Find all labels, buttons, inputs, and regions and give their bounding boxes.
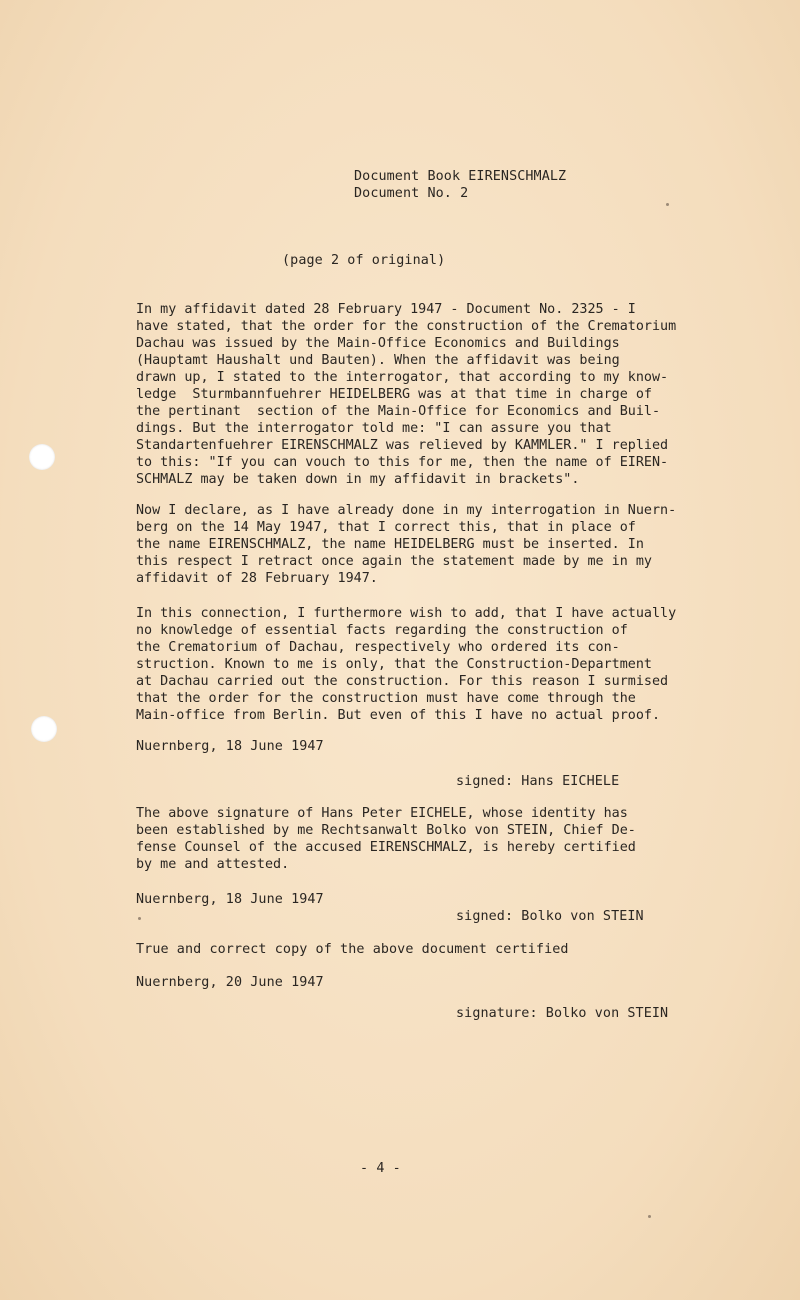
text-line: fense Counsel of the accused EIRENSCHMALZ, is hereby certified	[136, 840, 636, 855]
text-line: the name EIRENSCHMALZ, the name HEIDELBERG must be inserted. In	[136, 537, 644, 552]
text-line: berg on the 14 May 1947, that I correct this, that in place of	[136, 520, 636, 535]
text-line: this respect I retract once again the statement made by me in my	[136, 554, 652, 569]
paragraph-declaration	[136, 502, 736, 587]
punch-hole-upper	[29, 444, 55, 470]
text-line: The above signature of Hans Peter EICHELE, whose identity has	[136, 806, 628, 821]
paper-speck	[666, 203, 669, 206]
text-line: Standartenfuehrer EIRENSCHMALZ was relieved by KAMMLER." I replied	[136, 438, 669, 453]
text-line: the pertinant section of the Main-Office for Economics and Buil-	[136, 404, 661, 419]
text-line: drawn up, I stated to the interrogator, that according to my know-	[136, 370, 669, 385]
text-line: SCHMALZ may be taken down in my affidavit in brackets".	[136, 472, 580, 487]
page-original-note: (page 2 of original)	[282, 253, 446, 268]
text-line: Dachau was issued by the Main-Office Economics and Buildings	[136, 336, 620, 351]
paper-speck	[648, 1215, 651, 1218]
text-line: Main-office from Berlin. But even of this I have no actual proof.	[136, 708, 661, 723]
place-date-first: Nuernberg, 18 June 1947	[136, 739, 324, 754]
text-line: to this: "If you can vouch to this for me, then the name of EIREN-	[136, 455, 669, 470]
text-line: In this connection, I furthermore wish to add, that I have actually	[136, 606, 677, 621]
signature-stein: signed: Bolko von STEIN	[456, 909, 644, 924]
certification-paragraph	[136, 805, 736, 873]
text-line: dings. But the interrogator told me: "I can assure you that	[136, 421, 612, 436]
text-line: at Dachau carried out the construction. For this reason I surmised	[136, 674, 669, 689]
signature-certifying: signature: Bolko von STEIN	[456, 1006, 669, 1021]
document-book-line: Document Book EIRENSCHMALZ	[354, 169, 567, 184]
document-number-line: Document No. 2	[354, 186, 469, 201]
text-line: Now I declare, as I have already done in my interrogation in Nuern-	[136, 503, 677, 518]
text-line: by me and attested.	[136, 857, 290, 872]
text-line: the Crematorium of Dachau, respectively who ordered its con-	[136, 640, 620, 655]
text-line: no knowledge of essential facts regarding the construction of	[136, 623, 628, 638]
text-line: (Hauptamt Haushalt und Bauten). When the affidavit was being	[136, 353, 620, 368]
text-line: affidavit of 28 February 1947.	[136, 571, 378, 586]
punch-hole-lower	[31, 716, 57, 742]
paper-speck	[138, 917, 141, 920]
text-line: struction. Known to me is only, that the Construction-Department	[136, 657, 652, 672]
text-line: In my affidavit dated 28 February 1947 - Document No. 2325 - I	[136, 302, 636, 317]
paragraph-affidavit	[136, 301, 736, 488]
paragraph-connection	[136, 605, 736, 724]
page-number: - 4 -	[360, 1161, 401, 1176]
text-line: been established by me Rechtsanwalt Bolko von STEIN, Chief De-	[136, 823, 636, 838]
text-line: that the order for the construction must have come through the	[136, 691, 636, 706]
signature-eichele: signed: Hans EICHELE	[456, 774, 620, 789]
place-date-third: Nuernberg, 20 June 1947	[136, 975, 324, 990]
place-date-second: Nuernberg, 18 June 1947	[136, 892, 324, 907]
text-line: have stated, that the order for the construction of the Crematorium	[136, 319, 677, 334]
true-copy-statement: True and correct copy of the above document certified	[136, 942, 569, 957]
text-line: ledge Sturmbannfuehrer HEIDELBERG was at that time in charge of	[136, 387, 652, 402]
